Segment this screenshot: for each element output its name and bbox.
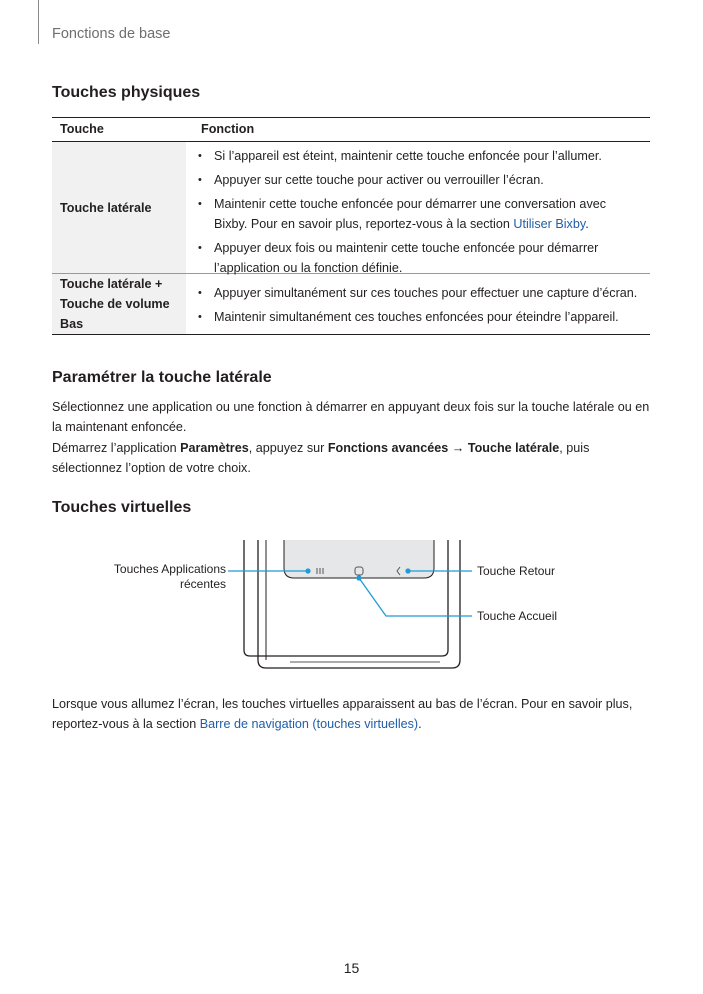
- list-item: • Appuyer simultanément sur ces touches pour effectuer une capture d’écran.: [196, 283, 642, 303]
- list-item: • Si l’appareil est éteint, maintenir cette touche enfoncée pour l’allumer.: [196, 146, 642, 166]
- column-header-touche: Touche: [60, 122, 104, 136]
- table-row: [52, 274, 650, 335]
- row-functions: [186, 274, 650, 334]
- device-illustration: [110, 538, 590, 673]
- virtual-keys-diagram: [110, 538, 590, 673]
- list-item: • Appuyer sur cette touche pour activer ou verrouiller l’écran.: [196, 170, 642, 190]
- list-item: • Maintenir simultanément ces touches enfoncées pour éteindre l’appareil.: [196, 307, 642, 327]
- section-header: Fonctions de base: [52, 26, 171, 42]
- label-home-key: Touche Accueil: [477, 609, 558, 623]
- column-header-fonction: Fonction: [201, 122, 255, 136]
- row-key: Touche latérale: [52, 142, 186, 273]
- list-item: • Maintenir cette touche enfoncée pour démarrer une conversation avec Bixby. Pour en savoir plus, reportez-vous à la section Utiliser Bixby.: [196, 194, 642, 234]
- row-key: Touche latérale + Touche de volume Bas: [52, 274, 186, 334]
- list-item: • Appuyer deux fois ou maintenir cette touche enfoncée pour démarrer l’application ou la fonction définie.: [196, 238, 642, 278]
- heading-touches-physiques: Touches physiques: [52, 84, 201, 101]
- table-header: [52, 117, 650, 142]
- link-utiliser-bixby[interactable]: Utiliser Bixby: [513, 217, 586, 231]
- keys-table: [52, 117, 650, 335]
- paragraph-parametrer-1: Sélectionnez une application ou une fonction à démarrer en appuyant deux fois sur la touche latérale ou en la maintenant enfoncée.: [52, 400, 650, 434]
- table-row: [52, 142, 650, 274]
- paragraph-touches-virtuelles: Lorsque vous allumez l’écran, les touches virtuelles apparaissent au bas de l’écran. Pour en savoir plus, reportez-vous à la section Barre de navigation (touches virtuelles).: [52, 697, 633, 731]
- heading-parametrer: Paramétrer la touche latérale: [52, 369, 272, 386]
- header-divider: [38, 0, 39, 44]
- page-number: 15: [343, 960, 360, 976]
- link-barre-navigation[interactable]: Barre de navigation (touches virtuelles): [199, 717, 419, 731]
- label-recent-apps: Touches Applications récentes: [113, 562, 226, 591]
- paragraph-parametrer-2: Démarrez l’application Paramètres, appuyez sur Fonctions avancées → Touche latérale, puis sélectionnez l’option de votre choix.: [52, 441, 590, 475]
- label-back-key: Touche Retour: [477, 564, 556, 578]
- heading-touches-virtuelles: Touches virtuelles: [52, 499, 192, 516]
- row-functions: [186, 142, 650, 273]
